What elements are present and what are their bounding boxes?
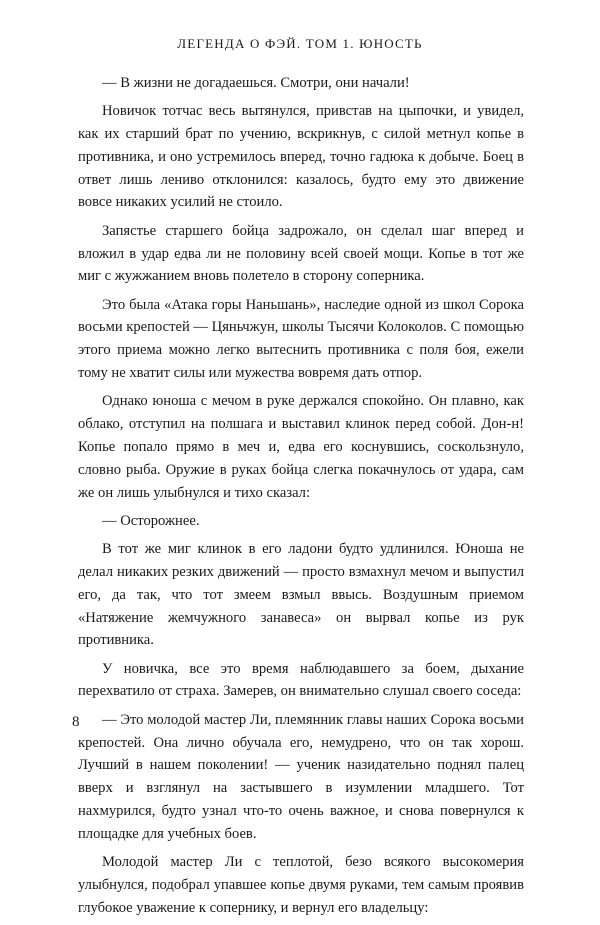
paragraph-10: Молодой мастер Ли с теплотой, безо всякого высокомерия улыбнулся, подобрал упавшее копье двумя руками, тем самым проявив глубокое уважение к сопернику, и вернул его владельцу:	[78, 854, 524, 916]
running-head: ЛЕГЕНДА О ФЭЙ. ТОМ 1. ЮНОСТЬ	[177, 36, 423, 51]
paragraph-4: Это была «Атака горы Наньшань», наследие одной из школ Сорока восьми крепостей — Цяньчжун, школы Тысячи Колоколов. С помощью этого приема можно легко вытеснить противника с поля боя, ежели тому не хватит силы или мужества вовремя дать отпор.	[78, 296, 524, 382]
page-number: 8	[72, 714, 80, 730]
paragraph-2: Новичок тотчас весь вытянулся, привстав на цыпочки, и увидел, как их старший брат по учению, вскрикнув, с силой метнул копье в противника, и оно устремилось вперед, точно гадюка к добыче. Боец в ответ лишь лениво отклонился: казалось, будто ему это движение вовсе никаких усилий не стоило.	[78, 103, 524, 211]
body-text	[78, 72, 524, 925]
paragraph-7: В тот же миг клинок в его ладони будто удлинился. Юноша не делал никаких резких движений — просто взмахнул мечом и выпустил его, да так, что тот змеем взмыл ввысь. Воздушным приемом «Натяжение жемчужного занавеса» он вырвал копье из рук противника.	[78, 541, 524, 649]
paragraph-9: — Это молодой мастер Ли, племянник главы наших Сорока восьми крепостей. Она лично обучала его, немудрено, что он так хорош. Лучший в нашем поколении! — ученик назидательно поднял палец вверх и взглянул на застывшего в изумлении младшего. Тот нахмурился, будто узнал что-то очень важное, и снова повернулся к площадке для учебных боев.	[78, 711, 524, 842]
paragraph-6: — Осторожнее.	[102, 512, 200, 529]
paragraph-8: У новичка, все это время наблюдавшего за боем, дыхание перехватило от страха. Замерев, он внимательно слушал своего соседа:	[78, 660, 524, 700]
paragraph-5: Однако юноша с мечом в руке держался спокойно. Он плавно, как облако, отступил на полшага и выставил клинок перед собой. Дон-н! Копье попало прямо в меч и, едва его коснувшись, соскользнуло, словно рыба. Оружие в руках бойца слегка покачнулось от удара, сам же он лишь улыбнулся и тихо сказал:	[78, 393, 524, 501]
paragraph-3: Запястье старшего бойца задрожало, он сделал шаг вперед и вложил в удар едва ли не половину всей своей мощи. Копье в тот же миг с жужжанием вновь полетело в сторону соперника.	[78, 222, 524, 285]
paragraph-1: — В жизни не догадаешься. Смотри, они начали!	[102, 75, 410, 91]
